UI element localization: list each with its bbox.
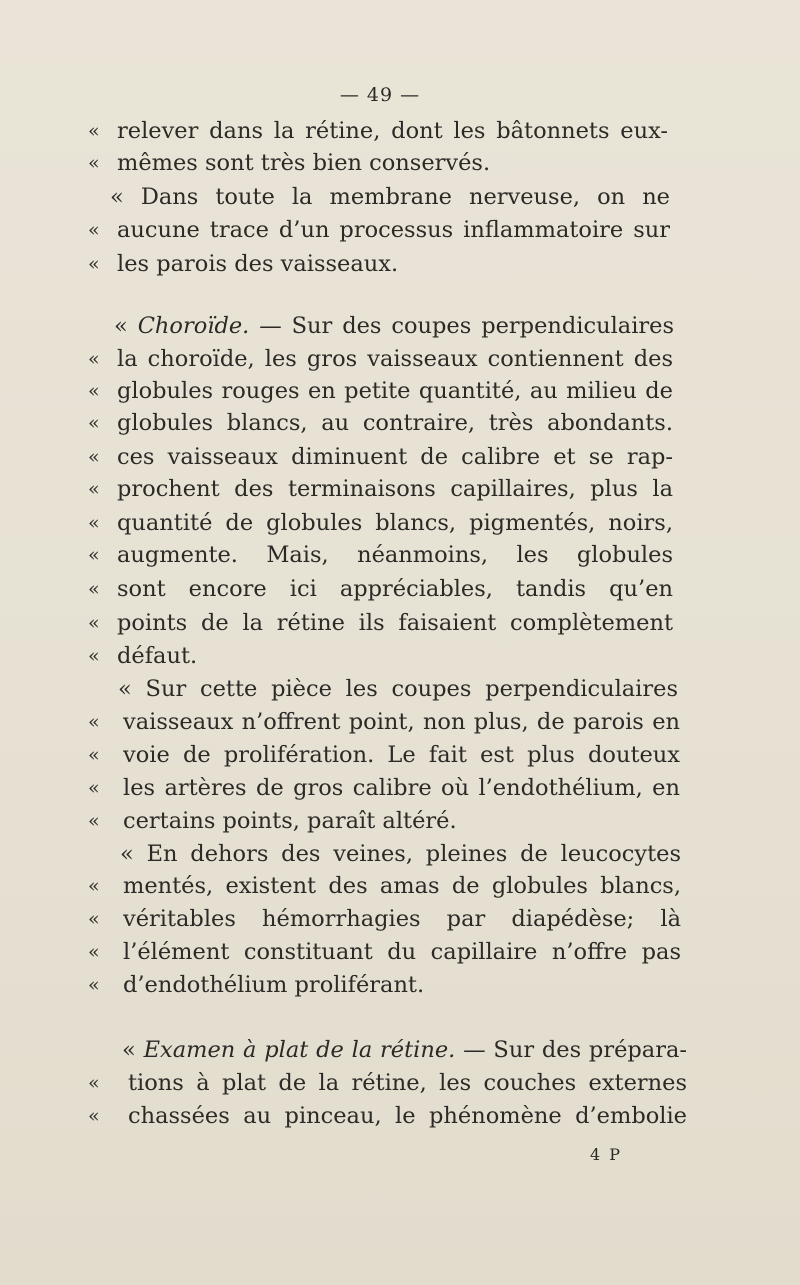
text-line	[0, 804, 800, 838]
section-heading: Choroïde.	[137, 313, 250, 339]
text-line	[0, 968, 800, 1002]
guillemet: «	[88, 908, 100, 930]
signature-mark: 4 P	[590, 1145, 623, 1164]
line-text: quantité de globules blancs, pigmentés, noirs,	[117, 510, 673, 536]
guillemet: «	[88, 711, 100, 733]
section-heading: Examen à plat de la rétine.	[143, 1037, 456, 1063]
line-text: globules blancs, au contraire, très abondants.	[117, 410, 673, 436]
line-text: mêmes sont très bien conservés.	[117, 150, 491, 176]
line-text: « Examen à plat de la rétine. — Sur des prépara-	[122, 1037, 687, 1063]
line-text: relever dans la rétine, dont les bâtonnets eux-	[117, 118, 668, 144]
guillemet: «	[88, 412, 100, 434]
guillemet: «	[88, 941, 100, 963]
text-line	[0, 837, 800, 871]
line-text: voie de prolifération. Le fait est plus douteux	[123, 742, 680, 768]
guillemet: «	[88, 253, 100, 275]
line-text: défaut.	[117, 643, 198, 669]
text-line	[0, 1099, 800, 1133]
guillemet: «	[88, 578, 100, 600]
line-text: ces vaisseaux diminuent de calibre et se rap-	[117, 444, 673, 470]
line-text: l’élément constituant du capillaire n’offre pas	[123, 939, 681, 965]
text-line	[0, 146, 800, 180]
text-line	[0, 247, 800, 281]
text-line	[0, 440, 800, 474]
text-line	[0, 374, 800, 408]
text-line	[0, 738, 800, 772]
line-text: prochent des terminaisons capillaires, plus la	[117, 476, 673, 502]
guillemet: «	[88, 152, 100, 174]
text-line	[0, 406, 800, 440]
text-line	[0, 114, 800, 148]
guillemet: «	[88, 478, 100, 500]
text-line	[0, 771, 800, 805]
line-text: aucune trace d’un processus inflammatoire sur	[117, 217, 670, 243]
line-text: « En dehors des veines, pleines de leucocytes	[120, 841, 681, 867]
line-text: les parois des vaisseaux.	[117, 251, 399, 277]
guillemet: «	[88, 875, 100, 897]
text-line	[0, 538, 800, 572]
guillemet: «	[88, 512, 100, 534]
guillemet: «	[88, 1105, 100, 1127]
text-line	[0, 639, 800, 673]
guillemet: «	[88, 544, 100, 566]
text-line	[0, 705, 800, 739]
page-number: — 49 —	[339, 84, 421, 106]
line-text: augmente. Mais, néanmoins, les globules	[117, 542, 673, 568]
line-text: « Dans toute la membrane nerveuse, on ne	[110, 184, 670, 210]
text-line	[0, 572, 800, 606]
text-line	[0, 1066, 800, 1100]
guillemet: «	[88, 777, 100, 799]
line-text: véritables hémorrhagies par diapédèse; là	[123, 906, 681, 932]
line-text: certains points, paraît altéré.	[123, 808, 457, 834]
guillemet: «	[88, 612, 100, 634]
text-line	[0, 472, 800, 506]
guillemet: «	[88, 974, 100, 996]
guillemet: «	[88, 120, 100, 142]
guillemet: «	[88, 446, 100, 468]
line-text: d’endothélium proliférant.	[123, 972, 425, 998]
text-line	[0, 213, 800, 247]
text-line	[0, 1033, 800, 1067]
guillemet: «	[88, 380, 100, 402]
line-text: la choroïde, les gros vaisseaux contiennent des	[117, 346, 673, 372]
guillemet: «	[88, 348, 100, 370]
guillemet: «	[88, 1072, 100, 1094]
line-text: vaisseaux n’offrent point, non plus, de parois en	[123, 709, 680, 735]
line-text: « Choroïde. — Sur des coupes perpendiculaires	[114, 313, 674, 339]
text-line	[0, 935, 800, 969]
text-line	[0, 902, 800, 936]
line-text: mentés, existent des amas de globules blancs,	[123, 873, 681, 899]
text-line	[0, 309, 800, 343]
text-line	[0, 869, 800, 903]
line-text: « Sur cette pièce les coupes perpendiculaires	[118, 676, 678, 702]
line-text: chassées au pinceau, le phénomène d’embolie	[128, 1103, 687, 1129]
text-line	[0, 180, 800, 214]
text-line	[0, 342, 800, 376]
text-line	[0, 672, 800, 706]
line-text: tions à plat de la rétine, les couches externes	[128, 1070, 687, 1096]
guillemet: «	[88, 645, 100, 667]
text-line	[0, 606, 800, 640]
line-text: globules rouges en petite quantité, au milieu de	[117, 378, 673, 404]
line-text: sont encore ici appréciables, tandis qu’en	[117, 576, 673, 602]
line-text: les artères de gros calibre où l’endothélium, en	[123, 775, 680, 801]
line-text: points de la rétine ils faisaient complètement	[117, 610, 673, 636]
text-line	[0, 506, 800, 540]
guillemet: «	[88, 810, 100, 832]
guillemet: «	[88, 744, 100, 766]
guillemet: «	[88, 219, 100, 241]
